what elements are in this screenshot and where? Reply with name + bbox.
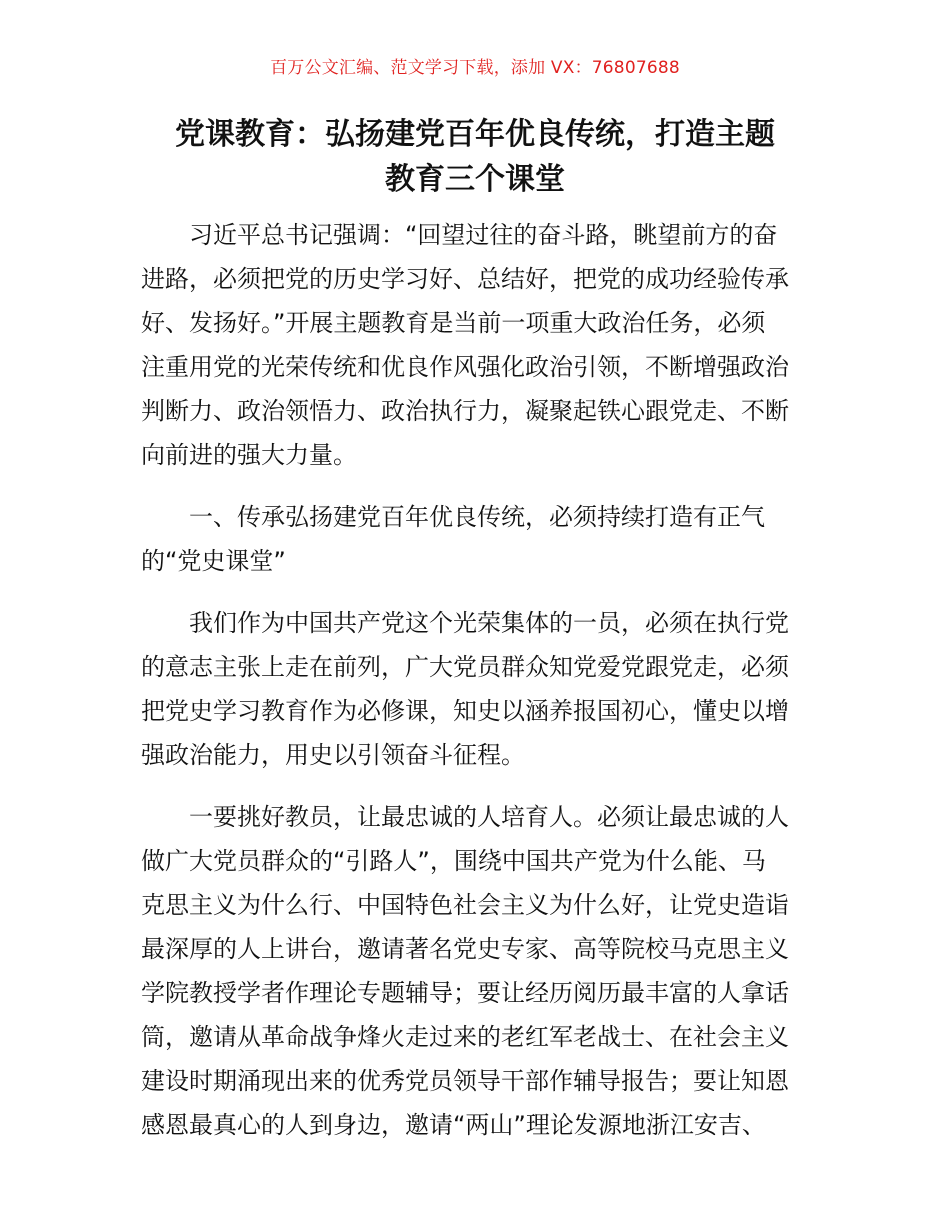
- document-body: [141, 213, 813, 1165]
- text-line: 做广大党员群众的“引路人”，围绕中国共产党为什么能、马: [141, 847, 766, 875]
- text-line: 筒，邀请从革命战争烽火走过来的老红军老战士、在社会主义: [141, 1023, 789, 1051]
- section-heading-1: [141, 495, 813, 583]
- text-line: 判断力、政治领悟力、政治执行力，凝聚起铁心跟党走、不断: [141, 397, 789, 425]
- text-line: 的“党史课堂”: [141, 547, 286, 575]
- text-line: 学院教授学者作理论专题辅导；要让经历阅历最丰富的人拿话: [141, 979, 789, 1007]
- text-line: 最深厚的人上讲台，邀请著名党史专家、高等院校马克思主义: [141, 935, 789, 963]
- text-line: 强政治能力，用史以引领奋斗征程。: [141, 741, 525, 769]
- text-line: 我们作为中国共产党这个光荣集体的一员，必须在执行党: [189, 609, 789, 637]
- text-line: 习近平总书记强调：“回望过往的奋斗路，眺望前方的奋: [189, 221, 778, 249]
- text-line: 把党史学习教育作为必修课，知史以涵养报国初心，懂史以增: [141, 697, 789, 725]
- text-line: 一、传承弘扬建党百年优良传统，必须持续打造有正气: [189, 503, 765, 531]
- document-title: [130, 112, 820, 202]
- text-line: 建设时期涌现出来的优秀党员领导干部作辅导报告；要让知恩: [141, 1067, 789, 1095]
- text-line: 的意志主张上走在前列，广大党员群众知党爱党跟党走，必须: [141, 653, 789, 681]
- text-line: 克思主义为什么行、中国特色社会主义为什么好，让党史造诣: [141, 891, 789, 919]
- text-line: 一要挑好教员，让最忠诚的人培育人。必须让最忠诚的人: [189, 803, 789, 831]
- text-line: 感恩最真心的人到身边，邀请“两山”理论发源地浙江安吉、: [141, 1111, 766, 1139]
- paragraph-intro: [141, 213, 813, 477]
- text-line: 进路，必须把党的历史学习好、总结好，把党的成功经验传承: [141, 265, 789, 293]
- title-line-2: 教育三个课堂: [385, 162, 565, 197]
- paragraph-section-1: [141, 601, 813, 777]
- text-line: 注重用党的光荣传统和优良作风强化政治引领，不断增强政治: [141, 353, 789, 381]
- text-line: 好、发扬好。”开展主题教育是当前一项重大政治任务，必须: [141, 309, 766, 337]
- text-line: 向前进的强大力量。: [141, 441, 357, 469]
- paragraph-teachers: [141, 795, 813, 1147]
- header-promo-note: 百万公文汇编、范文学习下载，添加 VX：76807688: [270, 58, 680, 78]
- title-line-1: 党课教育：弘扬建党百年优良传统，打造主题: [175, 117, 775, 152]
